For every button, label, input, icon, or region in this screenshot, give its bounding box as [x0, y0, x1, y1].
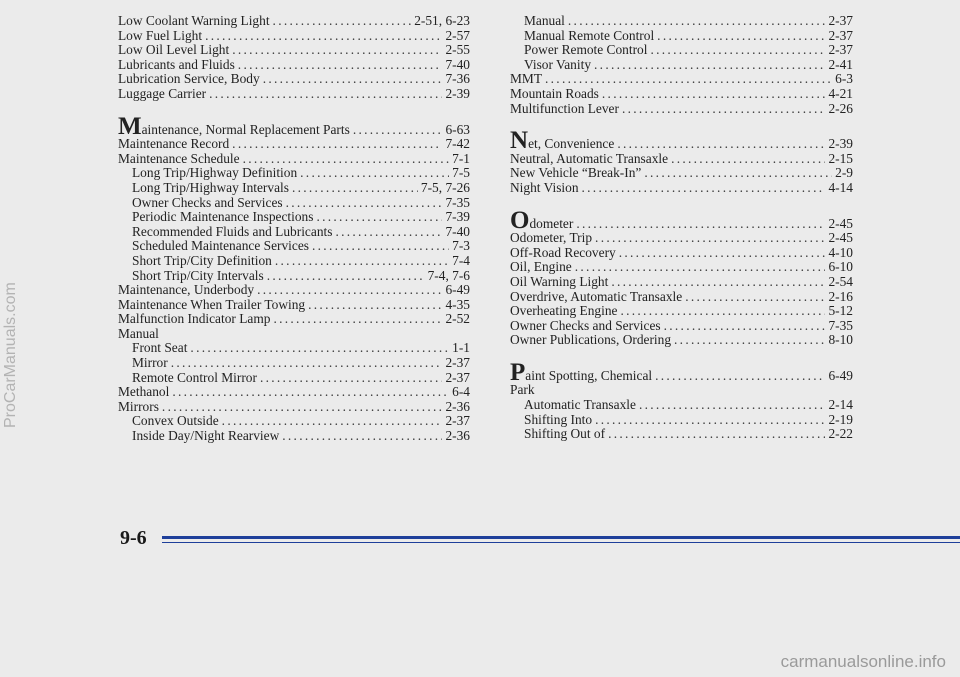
- leader-dots: [292, 181, 418, 196]
- entry-label: Remote Control Mirror: [132, 369, 257, 385]
- index-subentry: [510, 427, 853, 442]
- entry-page-reference: 2-37: [445, 413, 470, 429]
- leader-dots: [664, 319, 826, 334]
- entry-text: [524, 29, 654, 44]
- index-entry: [118, 298, 470, 313]
- entry-text: [132, 225, 332, 240]
- index-subentry: [118, 414, 470, 429]
- entry-text: [510, 304, 617, 319]
- entry-label: Owner Checks and Services: [132, 194, 283, 210]
- entry-page-reference: 8-10: [828, 332, 853, 348]
- index-entry: [118, 29, 470, 44]
- entry-label: Recommended Fluids and Lubricants: [132, 223, 333, 239]
- entry-page-reference: 4-14: [828, 179, 853, 195]
- entry-text: [118, 137, 229, 152]
- index-entry: [118, 385, 470, 400]
- entry-page-reference: 4-10: [828, 244, 853, 260]
- index-entry: [118, 87, 470, 102]
- index-subentry: [510, 398, 853, 413]
- entry-page-reference: 7-42: [445, 136, 470, 152]
- leader-dots: [619, 246, 826, 261]
- entry-label: Oil Warning Light: [510, 273, 609, 289]
- entry-text: [524, 58, 591, 73]
- entry-text: [118, 72, 260, 87]
- entry-label: Long Trip/Highway Definition: [132, 165, 298, 181]
- entry-label: Park: [510, 382, 535, 398]
- index-entry: [510, 333, 853, 348]
- entry-page-reference: 1-1: [452, 340, 470, 356]
- leader-dots: [162, 400, 443, 415]
- entry-text: [118, 283, 254, 298]
- entry-label: Scheduled Maintenance Services: [132, 238, 309, 254]
- entry-page-reference: 2-37: [828, 42, 853, 58]
- entry-page-reference: 7-39: [445, 209, 470, 225]
- entry-text: [524, 14, 565, 29]
- entry-page-reference: 6-3: [835, 71, 853, 87]
- entry-page-reference: 2-51, 6-23: [414, 13, 470, 28]
- entry-text: [510, 166, 641, 181]
- leader-dots: [172, 385, 449, 400]
- entry-page-reference: 6-4: [452, 384, 470, 400]
- entry-text: [118, 312, 270, 327]
- index-subentry: [510, 413, 853, 428]
- entry-text: [132, 254, 272, 269]
- entry-text: [524, 413, 592, 428]
- entry-label: Maintenance Schedule: [118, 150, 240, 166]
- entry-page-reference: 2-14: [828, 397, 853, 413]
- leader-dots: [209, 87, 442, 102]
- entry-text: [132, 210, 313, 225]
- index-entry: [510, 127, 853, 155]
- entry-page-reference: 7-35: [445, 194, 470, 210]
- leader-dots: [300, 166, 449, 181]
- entry-text: [118, 152, 240, 167]
- entry-page-reference: 7-36: [445, 71, 470, 87]
- entry-page-reference: 7-40: [445, 56, 470, 72]
- watermark-text: ProCarManuals.com: [2, 282, 19, 428]
- index-entry: [510, 358, 853, 386]
- entry-text: [132, 356, 168, 371]
- entry-label: MMT: [510, 71, 542, 87]
- entry-label: New Vehicle “Break-In”: [510, 165, 642, 181]
- leader-dots: [582, 181, 826, 196]
- entry-label: Power Remote Control: [524, 42, 648, 58]
- entry-page-reference: 5-12: [828, 303, 853, 319]
- entry-label: Short Trip/City Intervals: [132, 267, 264, 283]
- entry-text: [510, 231, 592, 246]
- entry-page-reference: 6-49: [828, 367, 853, 383]
- leader-dots: [602, 87, 826, 102]
- entry-label: Manual: [118, 325, 159, 341]
- entry-label: Manual Remote Control: [524, 27, 655, 43]
- index-subentry: [118, 356, 470, 371]
- entry-page-reference: 2-26: [828, 100, 853, 116]
- entry-label: Oil, Engine: [510, 259, 572, 275]
- entry-page-reference: 2-22: [828, 426, 853, 442]
- index-entry: [510, 181, 853, 196]
- entry-label: Lubrication Service, Body: [118, 71, 260, 87]
- entry-label: Night Vision: [510, 179, 579, 195]
- leader-dots: [232, 137, 442, 152]
- index-entry: [510, 275, 853, 290]
- entry-text: [132, 341, 187, 356]
- section-initial-letter: P: [510, 358, 526, 386]
- entry-text: [510, 358, 653, 386]
- index-subentry: [118, 254, 470, 269]
- entry-page-reference: 6-49: [445, 282, 470, 298]
- entry-text: [118, 14, 270, 29]
- entry-text: [118, 58, 235, 73]
- entry-label: Long Trip/Highway Intervals: [132, 179, 289, 195]
- index-subentry: [510, 43, 853, 58]
- entry-text: [132, 269, 264, 284]
- index-entry: [118, 58, 470, 73]
- entry-page-reference: 2-39: [828, 136, 853, 152]
- leader-dots: [238, 58, 443, 73]
- leader-dots: [308, 298, 442, 313]
- entry-label: Manual: [524, 13, 565, 28]
- entry-text: [510, 152, 668, 167]
- entry-page-reference: 7-5, 7-26: [420, 179, 470, 195]
- leader-dots: [608, 427, 825, 442]
- entry-text: [118, 385, 169, 400]
- entry-page-reference: 2-52: [445, 311, 470, 327]
- entry-text: [132, 414, 219, 429]
- entry-page-reference: 4-21: [828, 85, 853, 101]
- entry-label: Methanol: [118, 384, 170, 400]
- entry-label: Low Fuel Light: [118, 27, 203, 43]
- entry-label: aint Spotting, Chemical: [525, 367, 653, 383]
- index-entry: [510, 319, 853, 334]
- leader-dots: [190, 341, 449, 356]
- section-initial-letter: O: [510, 206, 530, 234]
- entry-text: [118, 87, 206, 102]
- entry-label: et, Convenience: [528, 136, 615, 152]
- entry-page-reference: 2-45: [828, 230, 853, 246]
- entry-label: Inside Day/Night Rearview: [132, 428, 280, 444]
- entry-label: Visor Vanity: [524, 56, 592, 72]
- entry-text: [510, 87, 599, 102]
- entry-text: [132, 181, 289, 196]
- index-entry: [118, 14, 470, 29]
- leader-dots: [595, 231, 825, 246]
- leader-dots: [273, 14, 412, 29]
- index-column-left: [118, 14, 470, 444]
- index-entry: [510, 383, 853, 398]
- index-subentry: [118, 239, 470, 254]
- index-subentry: [510, 14, 853, 29]
- index-entry: [510, 304, 853, 319]
- footer-rule-thin: [162, 542, 960, 543]
- entry-label: Shifting Into: [524, 411, 593, 427]
- entry-text: [510, 181, 579, 196]
- entry-label: Overdrive, Automatic Transaxle: [510, 288, 683, 304]
- leader-dots: [312, 239, 449, 254]
- leader-dots: [205, 29, 442, 44]
- entry-text: [510, 333, 671, 348]
- leader-dots: [594, 58, 825, 73]
- section-gap: [510, 196, 853, 210]
- entry-text: [524, 398, 636, 413]
- index-subentry: [118, 181, 470, 196]
- entry-label: Maintenance, Underbody: [118, 282, 255, 298]
- index-entry: [118, 72, 470, 87]
- entry-page-reference: 2-37: [828, 13, 853, 28]
- entry-label: Maintenance When Trailer Towing: [118, 296, 306, 312]
- entry-text: [132, 196, 283, 211]
- index-entry: [510, 231, 853, 246]
- entry-text: [510, 206, 574, 234]
- leader-dots: [575, 260, 826, 275]
- leader-dots: [267, 269, 425, 284]
- entry-label: Luggage Carrier: [118, 85, 207, 101]
- entry-label: Automatic Transaxle: [524, 397, 636, 413]
- section-gap: [118, 102, 470, 116]
- entry-label: Shifting Out of: [524, 426, 606, 442]
- entry-text: [118, 29, 202, 44]
- index-subentry: [118, 371, 470, 386]
- index-entry: [118, 283, 470, 298]
- entry-page-reference: 7-4, 7-6: [427, 267, 470, 283]
- entry-text: [132, 371, 257, 386]
- index-subentry: [118, 166, 470, 181]
- entry-page-reference: 2-57: [445, 27, 470, 43]
- entry-text: [524, 43, 647, 58]
- index-entry: [510, 290, 853, 305]
- leader-dots: [576, 217, 825, 232]
- entry-label: Malfunction Indicator Lamp: [118, 311, 271, 327]
- index-entry: [118, 112, 470, 140]
- index-entry: [118, 137, 470, 152]
- leader-dots: [257, 283, 442, 298]
- footer-rule-thick: [162, 536, 960, 539]
- leader-dots: [617, 137, 825, 152]
- entry-page-reference: 2-36: [445, 428, 470, 444]
- entry-text: [524, 427, 605, 442]
- entry-page-reference: 2-45: [828, 215, 853, 231]
- entry-text: [510, 275, 608, 290]
- entry-page-reference: 2-36: [445, 398, 470, 414]
- section-initial-letter: M: [118, 112, 142, 140]
- entry-text: [118, 298, 305, 313]
- entry-text: [510, 290, 682, 305]
- entry-label: Multifunction Lever: [510, 100, 619, 116]
- leader-dots: [263, 72, 443, 87]
- leader-dots: [282, 429, 442, 444]
- footer-brand-text: carmanualsonline.info: [780, 652, 946, 671]
- leader-dots: [273, 312, 442, 327]
- leader-dots: [611, 275, 825, 290]
- entry-text: [510, 72, 542, 87]
- index-subentry: [118, 341, 470, 356]
- entry-label: Odometer, Trip: [510, 230, 593, 246]
- entry-label: Owner Publications, Ordering: [510, 332, 672, 348]
- leader-dots: [232, 43, 442, 58]
- entry-page-reference: 7-40: [445, 223, 470, 239]
- entry-page-reference: 2-16: [828, 288, 853, 304]
- index-entry: [510, 206, 853, 234]
- entry-page-reference: 2-37: [828, 27, 853, 43]
- leader-dots: [286, 196, 443, 211]
- entry-page-reference: 7-5: [452, 165, 470, 181]
- entry-label: dometer: [529, 215, 574, 231]
- entry-label: Convex Outside: [132, 413, 219, 429]
- entry-page-reference: 2-37: [445, 355, 470, 371]
- index-entry: [510, 260, 853, 275]
- entry-page-reference: 4-35: [445, 296, 470, 312]
- entry-label: Mirror: [132, 355, 168, 371]
- leader-dots: [650, 43, 825, 58]
- leader-dots: [243, 152, 450, 167]
- leader-dots: [568, 14, 826, 29]
- leader-dots: [222, 414, 443, 429]
- page-number: 9-6: [120, 527, 147, 549]
- entry-label: Maintenance Record: [118, 136, 230, 152]
- entry-page-reference: 2-19: [828, 411, 853, 427]
- leader-dots: [639, 398, 826, 413]
- index-entry: [510, 166, 853, 181]
- index-subentry: [118, 269, 470, 284]
- leader-dots: [620, 304, 825, 319]
- entry-label: aintenance, Normal Replacement Parts: [141, 121, 350, 137]
- leader-dots: [671, 152, 825, 167]
- entry-page-reference: 2-55: [445, 42, 470, 58]
- entry-label: Overheating Engine: [510, 303, 618, 319]
- entry-text: [510, 260, 572, 275]
- index-entry: [510, 87, 853, 102]
- entry-page-reference: 6-10: [828, 259, 853, 275]
- entry-label: Front Seat: [132, 340, 188, 356]
- entry-page-reference: 2-37: [445, 369, 470, 385]
- section-gap: [510, 348, 853, 362]
- index-subentry: [118, 225, 470, 240]
- entry-text: [132, 239, 309, 254]
- index-entry: [118, 43, 470, 58]
- entry-label: Low Oil Level Light: [118, 42, 230, 58]
- entry-text: [510, 102, 619, 117]
- index-subentry: [510, 58, 853, 73]
- leader-dots: [622, 102, 825, 117]
- entry-page-reference: 2-15: [828, 150, 853, 166]
- entry-page-reference: 7-1: [452, 150, 470, 166]
- entry-page-reference: 2-41: [828, 56, 853, 72]
- entry-page-reference: 2-9: [835, 165, 853, 181]
- entry-text: [118, 43, 229, 58]
- entry-page-reference: 6-63: [445, 121, 470, 137]
- leader-dots: [171, 356, 443, 371]
- section-gap: [510, 116, 853, 130]
- entry-text: [132, 429, 279, 444]
- index-column-right: [510, 14, 853, 442]
- entry-page-reference: 7-35: [828, 317, 853, 333]
- index-subentry: [510, 29, 853, 44]
- index-entry: [118, 312, 470, 327]
- entry-label: Off-Road Recovery: [510, 244, 616, 260]
- leader-dots: [657, 29, 825, 44]
- entry-text: [510, 383, 535, 398]
- index-entry: [510, 246, 853, 261]
- entry-label: Mountain Roads: [510, 85, 599, 101]
- leader-dots: [316, 210, 442, 225]
- index-entry: [510, 72, 853, 87]
- entry-label: Mirrors: [118, 398, 159, 414]
- index-subentry: [118, 429, 470, 444]
- leader-dots: [685, 290, 825, 305]
- leader-dots: [655, 369, 825, 384]
- entry-label: Neutral, Automatic Transaxle: [510, 150, 669, 166]
- entry-page-reference: 2-54: [828, 273, 853, 289]
- entry-text: [510, 319, 661, 334]
- leader-dots: [595, 413, 825, 428]
- entry-label: Short Trip/City Definition: [132, 252, 272, 268]
- entry-text: [132, 166, 297, 181]
- entry-text: [118, 327, 159, 342]
- entry-text: [118, 400, 159, 415]
- leader-dots: [353, 123, 443, 138]
- leader-dots: [644, 166, 832, 181]
- section-initial-letter: N: [510, 127, 529, 155]
- entry-label: Owner Checks and Services: [510, 317, 661, 333]
- entry-text: [510, 127, 615, 155]
- entry-page-reference: 7-3: [452, 238, 470, 254]
- leader-dots: [260, 371, 442, 386]
- index-entry: [118, 152, 470, 167]
- entry-page-reference: 2-39: [445, 85, 470, 101]
- leader-dots: [275, 254, 449, 269]
- leader-dots: [674, 333, 825, 348]
- index-subentry: [118, 196, 470, 211]
- index-entry: [510, 102, 853, 117]
- index-entry: [118, 327, 470, 342]
- index-entry: [118, 400, 470, 415]
- entry-label: Lubricants and Fluids: [118, 56, 235, 72]
- entry-label: Periodic Maintenance Inspections: [132, 209, 314, 225]
- entry-text: [510, 246, 616, 261]
- entry-label: Low Coolant Warning Light: [118, 13, 270, 28]
- entry-page-reference: 7-4: [452, 252, 470, 268]
- leader-dots: [335, 225, 442, 240]
- index-subentry: [118, 210, 470, 225]
- index-entry: [510, 152, 853, 167]
- leader-dots: [545, 72, 832, 87]
- entry-text: [118, 112, 350, 140]
